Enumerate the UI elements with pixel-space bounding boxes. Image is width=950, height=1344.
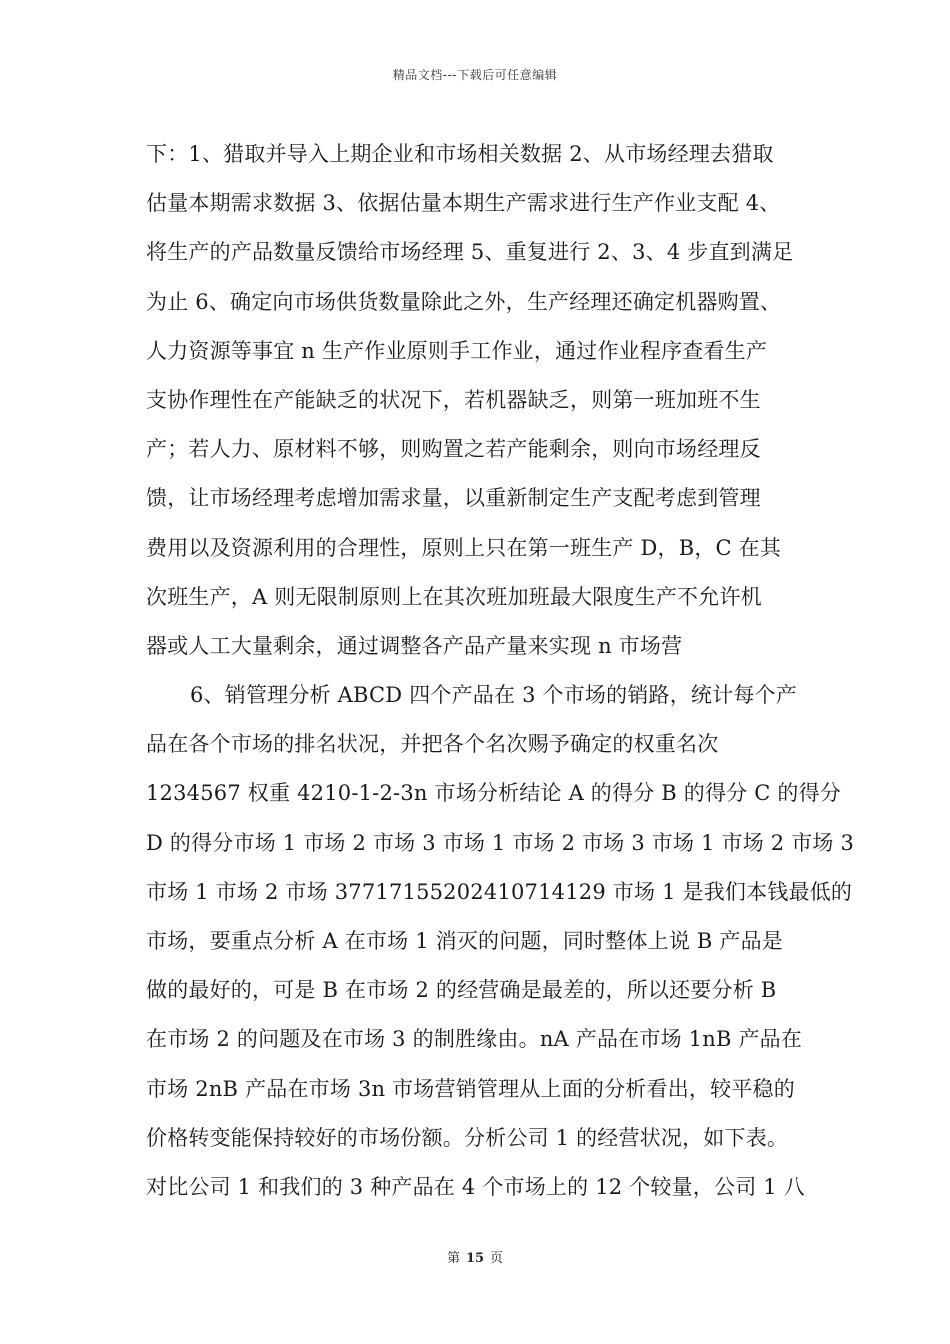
body-line-13: 品在各个市场的排名状况，并把各个名次赐予确定的权重名次 xyxy=(146,732,719,757)
body-line-20: 市场 2nB 产品在市场 3n 市场营销管理从上面的分析看出，较平稳的 xyxy=(146,1076,795,1101)
body-line-17: 市场，要重点分析 A 在市场 1 消灭的问题，同时整体上说 B 产品是 xyxy=(146,929,784,953)
body-line-8: 馈，让市场经理考虑增加需求量，以重新制定生产支配考虑到管理 xyxy=(146,486,761,511)
body-line-2: 估量本期需求数据 3、依据估量本期生产需求进行生产作业支配 4、 xyxy=(146,191,781,216)
body-line-1: 下：1、猎取并导入上期企业和市场相关数据 2、从市场经理去猎取 xyxy=(146,142,774,166)
body-line-15: D 的得分市场 1 市场 2 市场 3 市场 1 市场 2 市场 3 市场 1 市场 2 市场 3 xyxy=(146,830,855,855)
page-header: 精品文档---下载后可任意编辑 xyxy=(392,68,558,82)
body-line-14: 1234567 权重 4210-1-2-3n 市场分析结论 A 的得分 B 的得分 C 的得分 xyxy=(146,781,842,806)
page-number-prefix: 第 xyxy=(446,1251,460,1266)
body-line-5: 人力资源等事宜 n 生产作业原则手工作业，通过作业程序查看生产 xyxy=(146,338,768,363)
page-number-suffix: 页 xyxy=(490,1251,504,1266)
body-line-12: 6、销管理分析 ABCD 四个产品在 3 个市场的销路，统计每个产 xyxy=(190,683,797,708)
page-number: 15 xyxy=(465,1251,485,1266)
body-line-3: 将生产的产品数量反馈给市场经理 5、重复进行 2、3、4 步直到满足 xyxy=(146,240,794,265)
document-body xyxy=(146,130,855,1212)
body-line-21: 价格转变能保持较好的市场份额。分析公司 1 的经营状况，如下表。 xyxy=(146,1125,789,1150)
body-line-18: 做的最好的，可是 B 在市场 2 的经营确是最差的，所以还要分析 B xyxy=(146,978,777,1003)
body-line-9: 费用以及资源利用的合理性，原则上只在第一班生产 D，B，C 在其 xyxy=(146,535,782,560)
body-line-6: 支协作理性在产能缺乏的状况下，若机器缺乏，则第一班加班不生 xyxy=(146,387,761,412)
body-line-16: 市场 1 市场 2 市场 37717155202410714129 市场 1 是我们本钱最低的 xyxy=(146,879,853,904)
page-footer xyxy=(0,1247,950,1266)
body-line-4: 为止 6、确定向市场供货数量除此之外，生产经理还确定机器购置、 xyxy=(146,289,782,314)
body-line-7: 产；若人力、原材料不够，则购置之若产能剩余，则向市场经理反 xyxy=(146,437,761,462)
body-line-19: 在市场 2 的问题及在市场 3 的制胜缘由。nA 产品在市场 1nB 产品在 xyxy=(146,1027,803,1052)
body-line-10: 次班生产，A 则无限制原则上在其次班加班最大限度生产不允许机 xyxy=(146,584,762,609)
body-line-22: 对比公司 1 和我们的 3 种产品在 4 个市场上的 12 个较量，公司 1 八 xyxy=(146,1174,805,1199)
body-line-11: 器或人工大量剩余，通过调整各产品产量来实现 n 市场营 xyxy=(146,633,683,658)
